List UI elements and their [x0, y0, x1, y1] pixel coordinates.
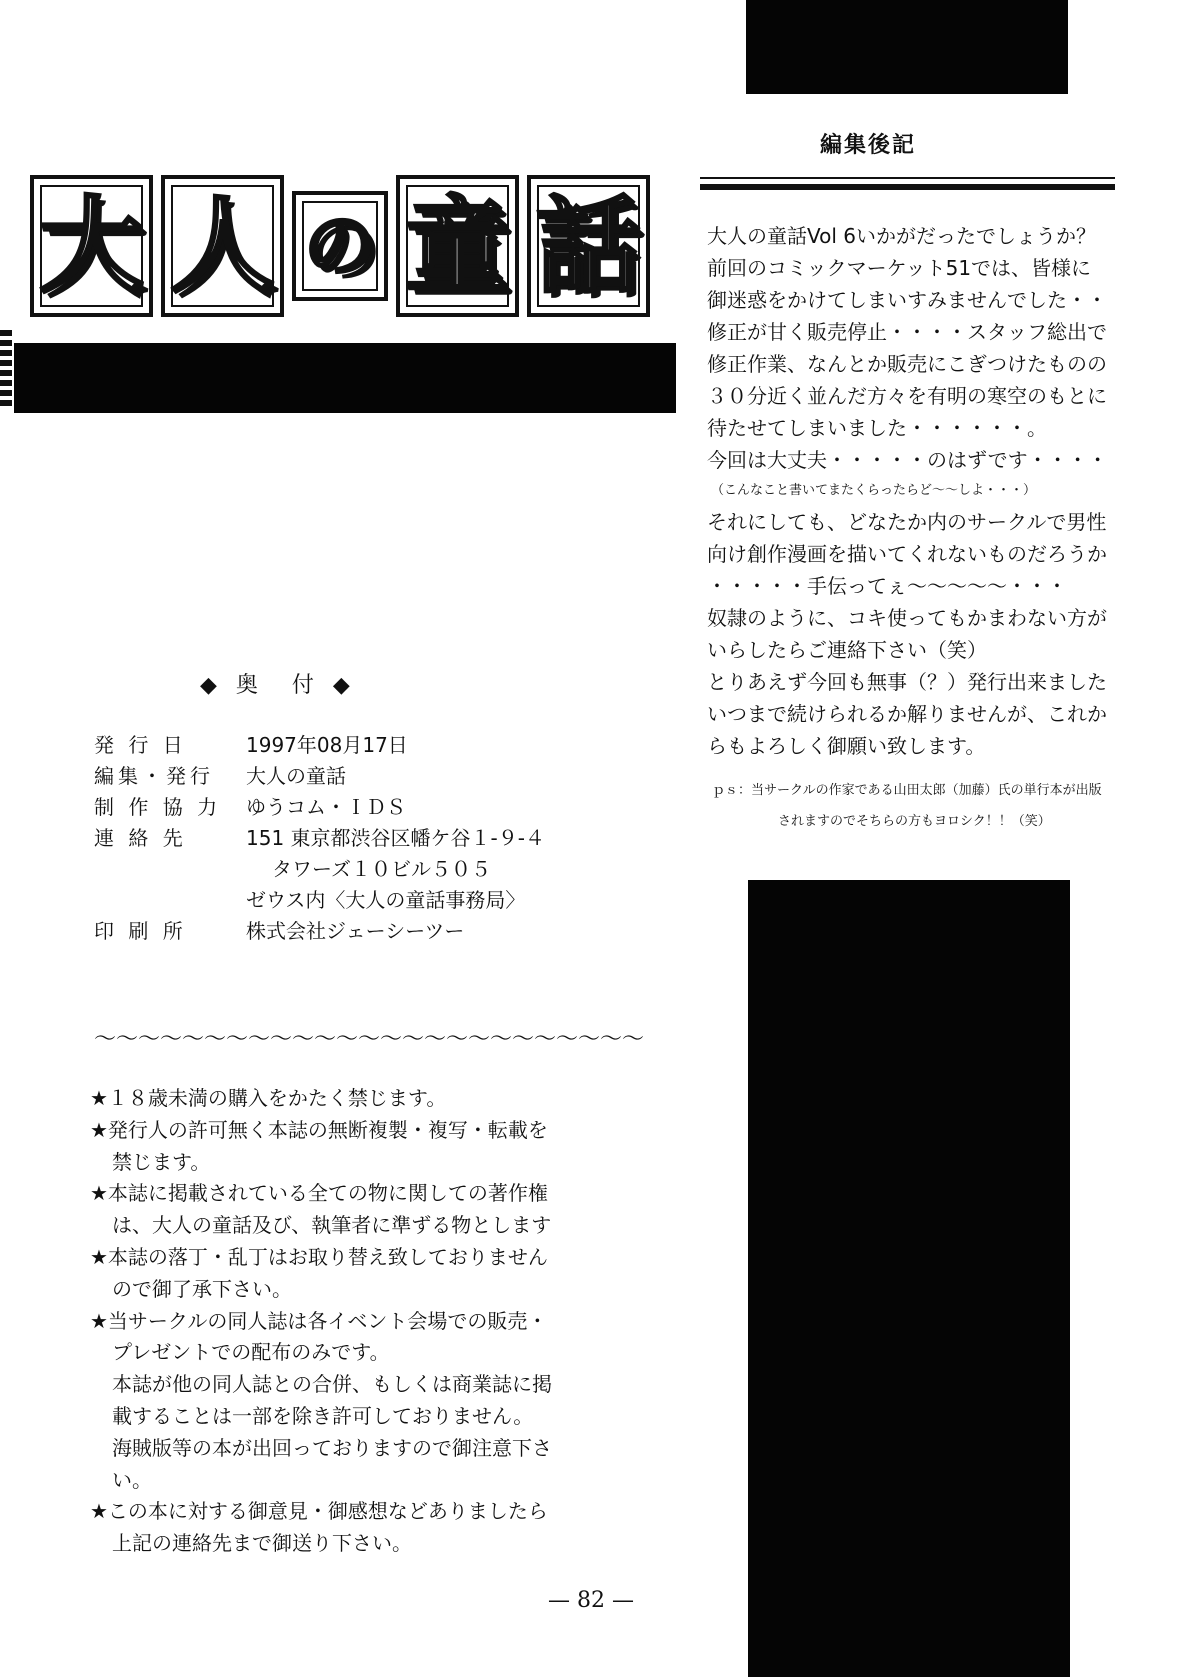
afterword-body — [707, 220, 1127, 762]
afterword-line: らもよろしく御願い致します。 — [707, 734, 986, 758]
colophon-row-printer — [94, 916, 545, 947]
colophon-value: 株式会社ジェーシーツー — [246, 919, 465, 943]
colophon-address-line2: タワーズ１０ビル５０５ — [272, 857, 491, 881]
afterword-ps-line2: されますのでそちらの方もヨロシク！！（笑） — [778, 814, 1051, 829]
title-char-3: の — [292, 191, 388, 301]
notice-list — [90, 1083, 600, 1560]
colophon-address-line3: ゼウス内〈大人の童話事務局〉 — [246, 888, 526, 912]
afterword-line: とりあえず今回も無事（？）発行出来ました — [707, 670, 1107, 694]
afterword-rule-thick — [700, 184, 1115, 190]
title-char-1: 大 — [30, 175, 153, 317]
afterword-title: 編集後記 — [820, 133, 917, 158]
afterword-line: 向け創作漫画を描いてくれないものだろうか — [707, 542, 1107, 566]
afterword-line: 前回のコミックマーケット51では、皆様に — [707, 256, 1092, 280]
notice-line: プレゼントでの配布のみです。 — [112, 1340, 390, 1365]
afterword-line: 今回は大丈夫・・・・・のはずです・・・・ — [707, 448, 1108, 472]
redaction-block-top-right — [746, 0, 1068, 94]
notice-line: ★発行人の許可無く本誌の無断複製・複写・転載を — [90, 1117, 548, 1142]
redaction-block-bottom-right — [748, 880, 1070, 1677]
colophon-heading: ◆ 奥 付 ◆ — [200, 673, 356, 698]
notice-line: ★この本に対する御意見・御感想などありましたら — [90, 1499, 548, 1524]
notice-line: 海賊版等の本が出回っておりますので御注意下さ — [112, 1435, 552, 1460]
notice-line: 禁じます。 — [112, 1149, 211, 1174]
redaction-block-banner — [14, 343, 676, 413]
colophon-value: 1997年08月17日 — [246, 733, 408, 757]
notice-line: は、大人の童話及び、執筆者に準ずる物とします — [112, 1213, 552, 1238]
title-logo — [30, 175, 650, 325]
title-char-2: 人 — [161, 175, 284, 317]
tilde-divider: 〜〜〜〜〜〜〜〜〜〜〜〜〜〜〜〜〜〜〜〜〜〜〜〜〜 — [94, 1027, 645, 1052]
title-char-5: 話 — [527, 175, 650, 317]
afterword-line: それにしても、どなたか内のサークルで男性 — [707, 510, 1107, 534]
afterword-line: いつまで続けられるか解りませんが、これか — [707, 702, 1107, 726]
colophon-label: 印 刷 所 — [94, 919, 187, 943]
title-char-4: 童 — [396, 175, 519, 317]
colophon-label: 連 絡 先 — [94, 826, 187, 850]
afterword-line: 大人の童話Vol 6いかがだったでしょうか？ — [707, 224, 1097, 248]
colophon-row-publisher — [94, 761, 545, 792]
afterword-line: 修正作業、なんとか販売にこぎつけたものの — [707, 352, 1107, 376]
notice-line: ★本誌の落丁・乱丁はお取り替え致しておりません — [90, 1244, 548, 1269]
notice-line: い。 — [112, 1467, 152, 1492]
page-number: — 82 — — [548, 1588, 634, 1613]
notice-line: ★本誌に掲載されている全ての物に関しての著作権 — [90, 1181, 548, 1206]
afterword-line: 待たせてしまいました・・・・・・。 — [707, 416, 1047, 440]
colophon-row-date — [94, 730, 545, 761]
colophon-table — [94, 730, 545, 947]
colophon-label: 編集・発行 — [94, 764, 214, 788]
afterword-line: ・・・・・手伝ってぇ〜〜〜〜〜・・・ — [707, 574, 1067, 598]
notice-line: ★当サークルの同人誌は各イベント会場での販売・ — [90, 1308, 548, 1333]
afterword-line: 奴隷のように、コキ使ってもかまわない方が — [707, 606, 1107, 630]
edge-marks — [0, 330, 14, 418]
colophon-value: 151 東京都渋谷区幡ケ谷１-９-４ — [246, 826, 545, 850]
afterword-rule-thin — [700, 177, 1115, 179]
afterword-line: 御迷惑をかけてしまいすみませんでした・・ — [707, 288, 1107, 312]
notice-line: ので御了承下さい。 — [112, 1276, 292, 1301]
notice-line: 本誌が他の同人誌との合併、もしくは商業誌に掲 — [112, 1372, 552, 1397]
afterword-ps — [712, 775, 1102, 837]
notice-line: ★１８歳未満の購入をかたく禁じます。 — [90, 1086, 447, 1110]
colophon-value: 大人の童話 — [246, 764, 346, 788]
colophon-value: ゆうコム・ＩＤＳ — [246, 795, 406, 819]
colophon-label: 制 作 協 力 — [94, 795, 222, 819]
afterword-line: ３０分近く並んだ方々を有明の寒空のもとに — [707, 384, 1107, 408]
afterword-line: 修正が甘く販売停止・・・・スタッフ総出で — [707, 320, 1107, 344]
afterword-ps-line1: ｐｓ：当サークルの作家である山田太郎（加藤）氏の単行本が出版 — [712, 783, 1102, 798]
afterword-line: いらしたらご連絡下さい（笑） — [707, 638, 987, 662]
afterword-aside: （こんなこと書いてまたくらったらど〜〜しよ・・・） — [711, 483, 1037, 498]
notice-line: 上記の連絡先まで御送り下さい。 — [112, 1531, 412, 1556]
colophon-label: 発 行 日 — [94, 733, 187, 757]
notice-line: 載することは一部を除き許可しておりません。 — [112, 1403, 534, 1428]
colophon-row-cooperation — [94, 792, 545, 823]
colophon-row-contact — [94, 823, 545, 854]
